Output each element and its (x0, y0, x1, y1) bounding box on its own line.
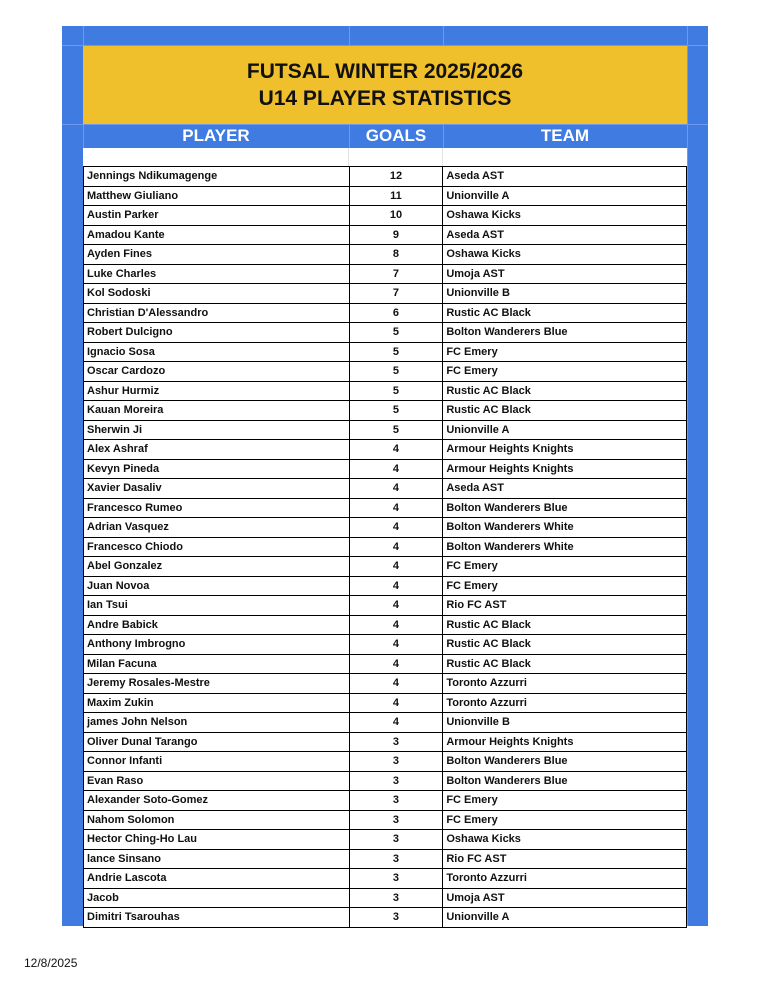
table-row (84, 537, 687, 557)
player-name-cell: Milan Facuna (84, 654, 350, 674)
goals-cell: 3 (349, 732, 443, 752)
team-name-cell: Rustic AC Black (443, 615, 687, 635)
team-name-cell: FC Emery (443, 791, 687, 811)
team-name-cell: Unionville A (443, 908, 687, 928)
column-header-row (83, 124, 687, 148)
team-name-cell: Rustic AC Black (443, 635, 687, 655)
team-name-cell: Aseda AST (443, 479, 687, 499)
table-row (84, 596, 687, 616)
player-name-cell: Connor Infanti (84, 752, 350, 772)
team-name-cell: Rio FC AST (443, 596, 687, 616)
goals-cell: 4 (349, 498, 443, 518)
table-row (84, 362, 687, 382)
table-row (84, 342, 687, 362)
goals-cell: 4 (349, 615, 443, 635)
goals-cell: 3 (349, 849, 443, 869)
goals-cell: 3 (349, 771, 443, 791)
goals-cell: 4 (349, 713, 443, 733)
team-name-cell: FC Emery (443, 362, 687, 382)
player-name-cell: Francesco Rumeo (84, 498, 350, 518)
team-name-cell: Toronto Azzurri (443, 693, 687, 713)
goals-cell: 5 (349, 362, 443, 382)
goals-cell: 3 (349, 752, 443, 772)
player-name-cell: Dimitri Tsarouhas (84, 908, 350, 928)
player-name-cell: Austin Parker (84, 206, 350, 226)
table-row (84, 869, 687, 889)
goals-cell: 3 (349, 908, 443, 928)
team-name-cell: Oshawa Kicks (443, 245, 687, 265)
team-name-cell: Bolton Wanderers Blue (443, 323, 687, 343)
table-row (84, 284, 687, 304)
table-row (84, 479, 687, 499)
goals-cell: 11 (349, 186, 443, 206)
goals-cell: 4 (349, 693, 443, 713)
player-name-cell: Ashur Hurmiz (84, 381, 350, 401)
goals-cell: 5 (349, 401, 443, 421)
player-name-cell: Jeremy Rosales-Mestre (84, 674, 350, 694)
team-name-cell: Bolton Wanderers White (443, 518, 687, 538)
table-row (84, 557, 687, 577)
table-row (84, 830, 687, 850)
team-name-cell: Bolton Wanderers White (443, 537, 687, 557)
player-name-cell: Ayden Fines (84, 245, 350, 265)
title-line-1: FUTSAL WINTER 2025/2026 (246, 60, 524, 83)
player-name-cell: Matthew Giuliano (84, 186, 350, 206)
table-row (84, 186, 687, 206)
player-name-cell: james John Nelson (84, 713, 350, 733)
gridline (687, 26, 688, 926)
player-name-cell: Hector Ching-Ho Lau (84, 830, 350, 850)
player-name-cell: Adrian Vasquez (84, 518, 350, 538)
team-name-cell: Aseda AST (443, 167, 687, 187)
team-name-cell: Umoja AST (443, 264, 687, 284)
goals-cell: 5 (349, 381, 443, 401)
empty-cell (443, 148, 687, 166)
player-name-cell: Kol Sodoski (84, 284, 350, 304)
goals-cell: 4 (349, 674, 443, 694)
player-name-cell: Alex Ashraf (84, 440, 350, 460)
table-row (84, 732, 687, 752)
table-row (84, 615, 687, 635)
player-name-cell: Christian D'Alessandro (84, 303, 350, 323)
player-name-cell: Anthony Imbrogno (84, 635, 350, 655)
goals-cell: 4 (349, 459, 443, 479)
team-name-cell: Toronto Azzurri (443, 869, 687, 889)
player-name-cell: Ian Tsui (84, 596, 350, 616)
team-name-cell: Rustic AC Black (443, 654, 687, 674)
table-row (84, 771, 687, 791)
goals-cell: 5 (349, 323, 443, 343)
table-row (84, 420, 687, 440)
player-name-cell: Evan Raso (84, 771, 350, 791)
goals-cell: 4 (349, 537, 443, 557)
table-row (84, 498, 687, 518)
table-row (84, 264, 687, 284)
team-name-cell: Umoja AST (443, 888, 687, 908)
goals-cell: 7 (349, 284, 443, 304)
player-name-cell: Nahom Solomon (84, 810, 350, 830)
goals-cell: 7 (349, 264, 443, 284)
table-row (84, 635, 687, 655)
player-name-cell: Ignacio Sosa (84, 342, 350, 362)
team-name-cell: Rio FC AST (443, 849, 687, 869)
player-name-cell: Jennings Ndikumagenge (84, 167, 350, 187)
player-name-cell: Maxim Zukin (84, 693, 350, 713)
goals-cell: 3 (349, 869, 443, 889)
goals-cell: 4 (349, 440, 443, 460)
player-stats-table (83, 166, 687, 928)
goals-cell: 5 (349, 342, 443, 362)
table-row (84, 849, 687, 869)
player-name-cell: Andre Babick (84, 615, 350, 635)
player-name-cell: lance Sinsano (84, 849, 350, 869)
player-name-cell: Oscar Cardozo (84, 362, 350, 382)
player-name-cell: Sherwin Ji (84, 420, 350, 440)
goals-cell: 5 (349, 420, 443, 440)
team-name-cell: Unionville A (443, 420, 687, 440)
team-name-cell: Oshawa Kicks (443, 206, 687, 226)
player-name-cell: Oliver Dunal Tarango (84, 732, 350, 752)
goals-cell: 10 (349, 206, 443, 226)
table-row (84, 381, 687, 401)
team-name-cell: Rustic AC Black (443, 401, 687, 421)
table-row (84, 401, 687, 421)
table-row (84, 225, 687, 245)
goals-cell: 3 (349, 830, 443, 850)
goals-cell: 3 (349, 810, 443, 830)
team-name-cell: Toronto Azzurri (443, 674, 687, 694)
empty-row (83, 148, 687, 166)
player-name-cell: Juan Novoa (84, 576, 350, 596)
team-name-cell: Bolton Wanderers Blue (443, 498, 687, 518)
goals-cell: 4 (349, 557, 443, 577)
team-name-cell: Rustic AC Black (443, 381, 687, 401)
goals-cell: 4 (349, 576, 443, 596)
table-row (84, 791, 687, 811)
team-name-cell: Unionville B (443, 284, 687, 304)
column-header-player: PLAYER (182, 126, 250, 145)
team-name-cell: Oshawa Kicks (443, 830, 687, 850)
team-name-cell: Aseda AST (443, 225, 687, 245)
table-row (84, 888, 687, 908)
empty-cell (83, 148, 349, 166)
table-row (84, 518, 687, 538)
player-name-cell: Robert Dulcigno (84, 323, 350, 343)
goals-cell: 4 (349, 479, 443, 499)
player-name-cell: Jacob (84, 888, 350, 908)
player-name-cell: Xavier Dasaliv (84, 479, 350, 499)
goals-cell: 3 (349, 791, 443, 811)
goals-cell: 8 (349, 245, 443, 265)
goals-cell: 9 (349, 225, 443, 245)
goals-cell: 12 (349, 167, 443, 187)
column-header-team: TEAM (540, 126, 590, 145)
table-row (84, 908, 687, 928)
table-row (84, 674, 687, 694)
team-name-cell: Bolton Wanderers Blue (443, 752, 687, 772)
team-name-cell: Unionville A (443, 186, 687, 206)
player-name-cell: Kevyn Pineda (84, 459, 350, 479)
team-name-cell: Unionville B (443, 713, 687, 733)
column-header-goals: GOALS (365, 126, 427, 145)
table-body (84, 167, 687, 928)
team-name-cell: Armour Heights Knights (443, 440, 687, 460)
table-row (84, 459, 687, 479)
table-row (84, 440, 687, 460)
table-row (84, 713, 687, 733)
team-name-cell: FC Emery (443, 810, 687, 830)
goals-cell: 4 (349, 518, 443, 538)
table-row (84, 654, 687, 674)
team-name-cell: Bolton Wanderers Blue (443, 771, 687, 791)
team-name-cell: Armour Heights Knights (443, 459, 687, 479)
title-line-2: U14 PLAYER STATISTICS (258, 87, 512, 110)
team-name-cell: FC Emery (443, 342, 687, 362)
table-row (84, 810, 687, 830)
player-name-cell: Luke Charles (84, 264, 350, 284)
player-name-cell: Kauan Moreira (84, 401, 350, 421)
table-row (84, 752, 687, 772)
team-name-cell: FC Emery (443, 557, 687, 577)
empty-cell (349, 148, 443, 166)
team-name-cell: Rustic AC Black (443, 303, 687, 323)
table-row (84, 206, 687, 226)
player-name-cell: Francesco Chiodo (84, 537, 350, 557)
table-row (84, 167, 687, 187)
table-row (84, 323, 687, 343)
goals-cell: 6 (349, 303, 443, 323)
spreadsheet-page (62, 26, 708, 926)
table-row (84, 303, 687, 323)
team-name-cell: Armour Heights Knights (443, 732, 687, 752)
player-name-cell: Abel Gonzalez (84, 557, 350, 577)
table-row (84, 693, 687, 713)
goals-cell: 4 (349, 635, 443, 655)
goals-cell: 3 (349, 888, 443, 908)
title-banner (83, 46, 687, 124)
table-row (84, 245, 687, 265)
team-name-cell: FC Emery (443, 576, 687, 596)
goals-cell: 4 (349, 654, 443, 674)
player-name-cell: Andrie Lascota (84, 869, 350, 889)
goals-cell: 4 (349, 596, 443, 616)
player-name-cell: Amadou Kante (84, 225, 350, 245)
print-date: 12/8/2025 (24, 956, 78, 970)
player-name-cell: Alexander Soto-Gomez (84, 791, 350, 811)
table-row (84, 576, 687, 596)
